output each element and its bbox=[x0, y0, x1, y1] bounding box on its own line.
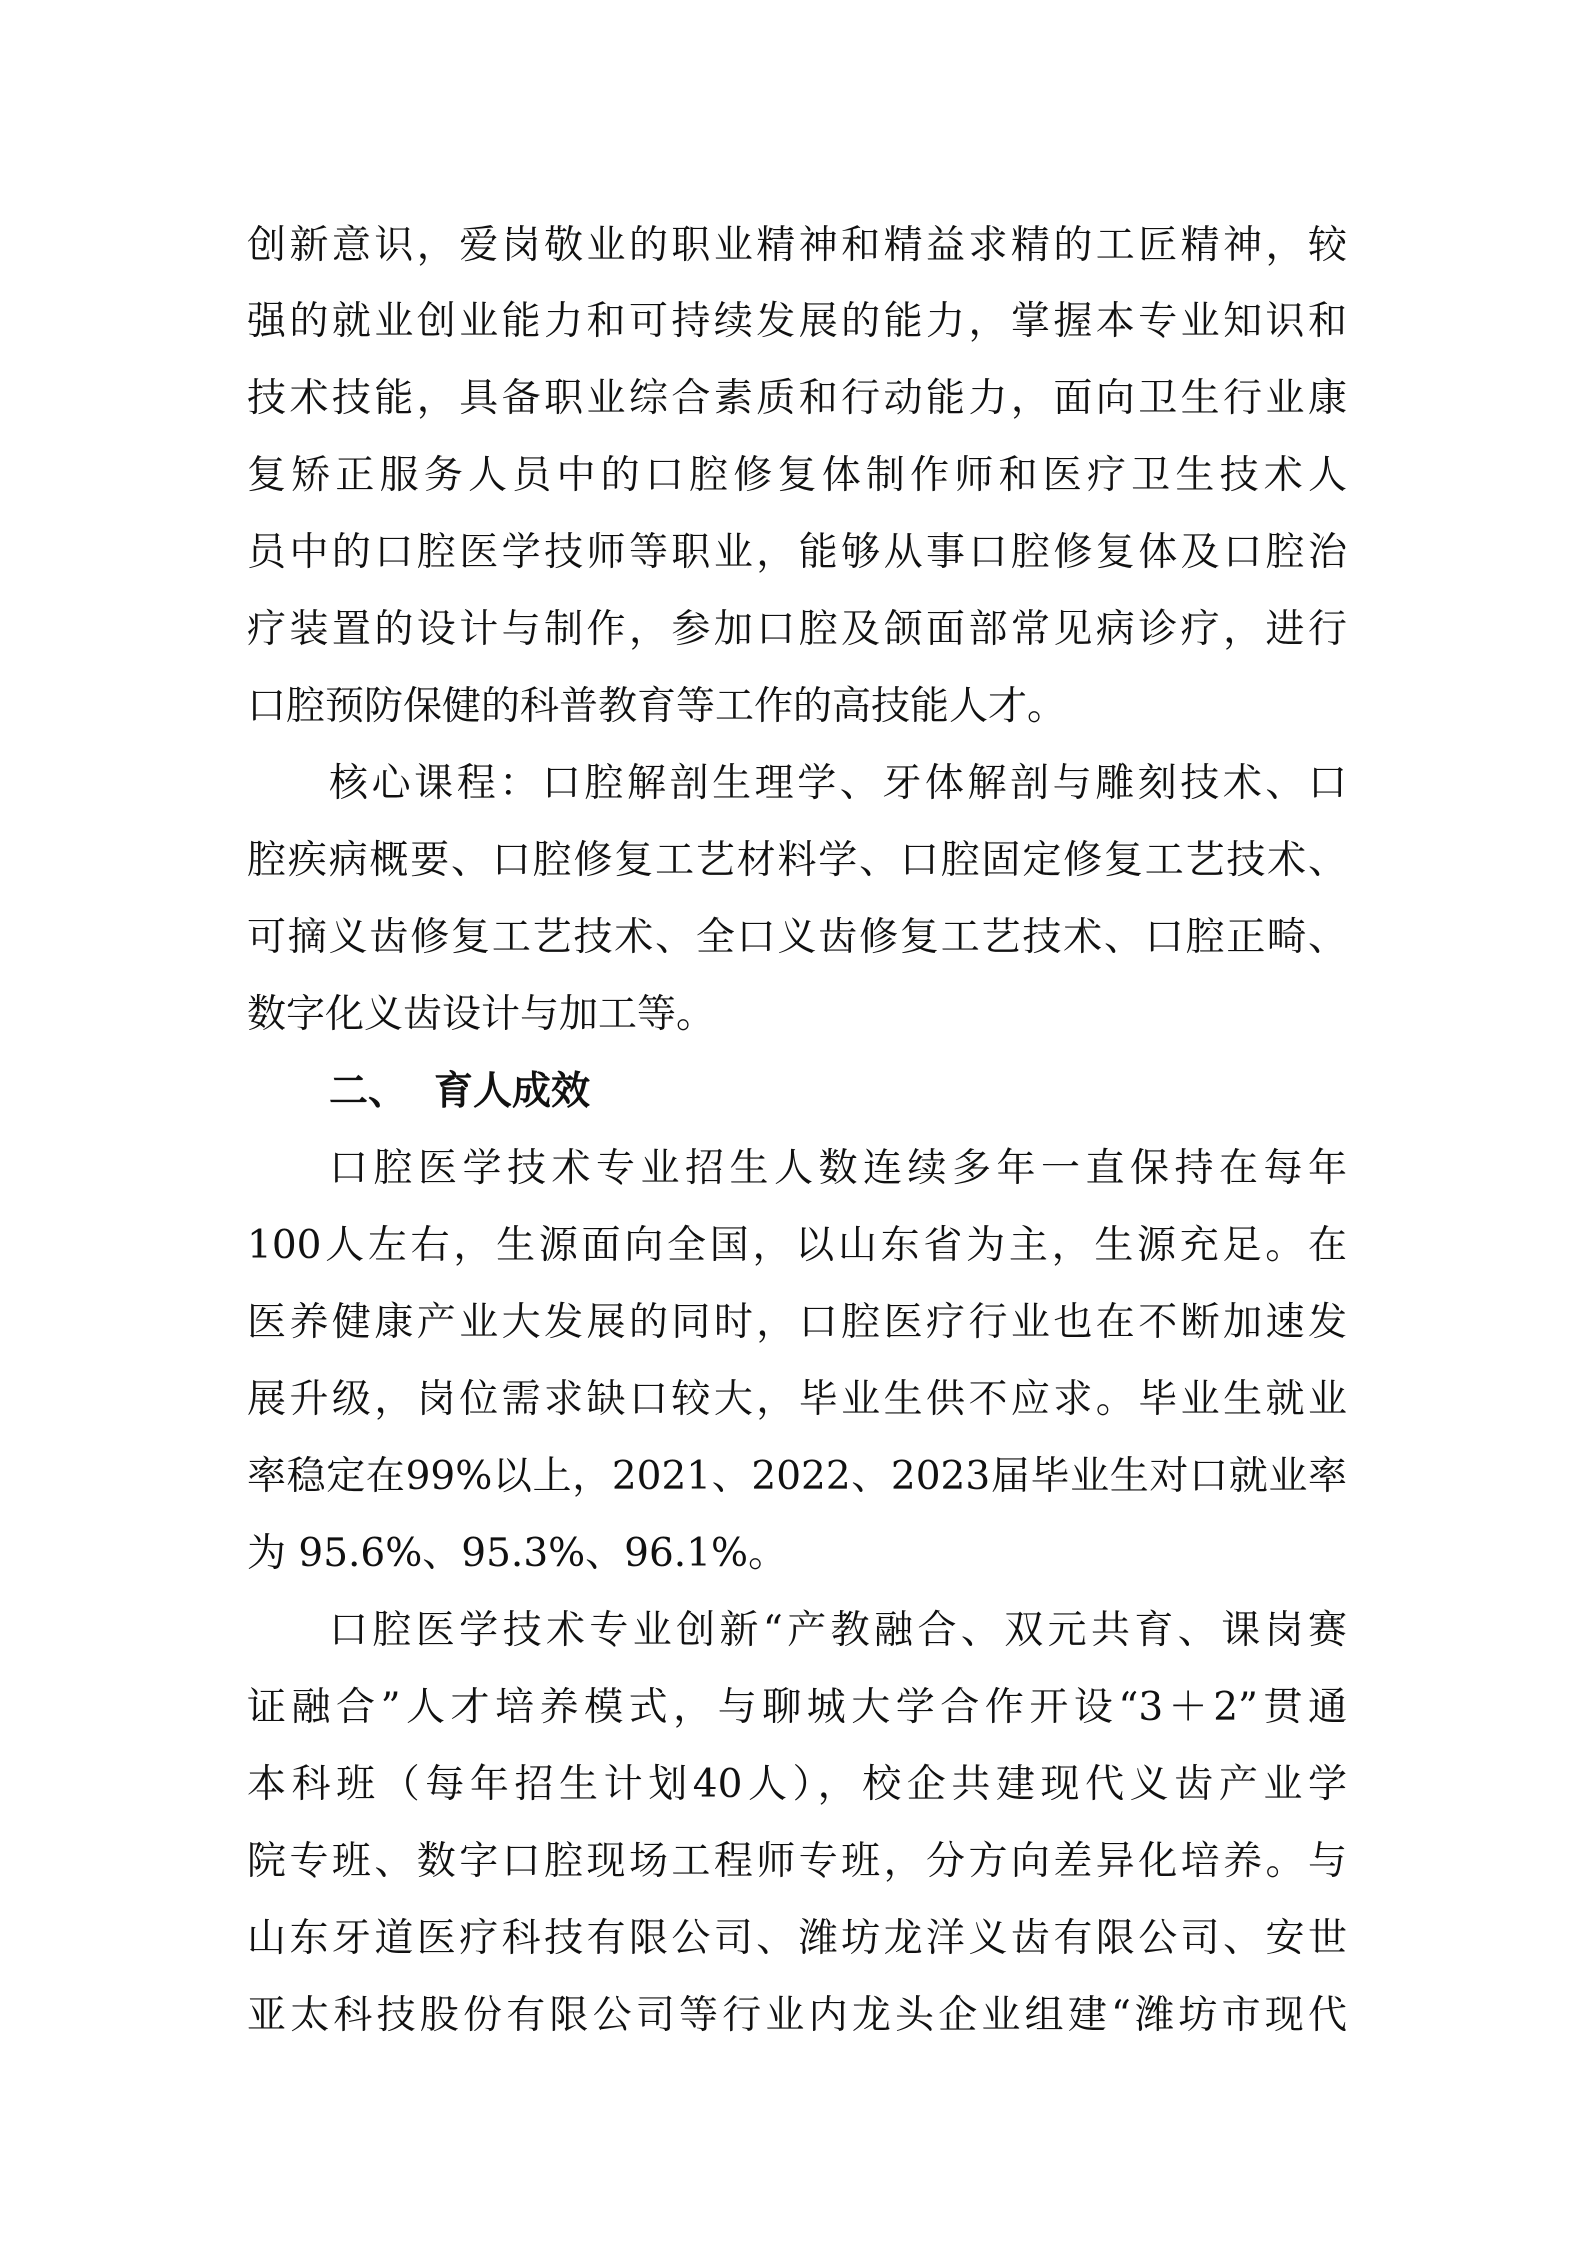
text-line: 核心课程：口腔解剖生理学、牙体解剖与雕刻技术、口 bbox=[329, 761, 1347, 806]
text-line: 强的就业创业能力和可持续发展的能力，掌握本专业知识和 bbox=[247, 299, 1347, 344]
text-line: 员中的口腔医学技师等职业，能够从事口腔修复体及口腔治 bbox=[247, 530, 1347, 575]
text-line: 腔疾病概要、口腔修复工艺材料学、口腔固定修复工艺技术、 bbox=[247, 838, 1347, 883]
text-line: 100人左右，生源面向全国，以山东省为主，生源充足。在 bbox=[247, 1223, 1347, 1268]
text-line: 创新意识，爱岗敬业的职业精神和精益求精的工匠精神，较 bbox=[247, 223, 1347, 268]
text-line: 证融合”人才培养模式，与聊城大学合作开设“3＋2”贯通 bbox=[247, 1685, 1347, 1730]
text-line: 亚太科技股份有限公司等行业内龙头企业组建“潍坊市现代 bbox=[247, 1993, 1347, 2038]
text-line: 数字化义齿设计与加工等。 bbox=[247, 992, 716, 1037]
section-heading bbox=[329, 1062, 590, 1122]
section-title: 育人成效 bbox=[434, 1069, 591, 1114]
text-line: 复矫正服务人员中的口腔修复体制作师和医疗卫生技术人 bbox=[247, 453, 1347, 498]
text-line: 山东牙道医疗科技有限公司、潍坊龙洋义齿有限公司、安世 bbox=[247, 1916, 1347, 1961]
text-line: 口腔医学技术专业创新“产教融合、双元共育、课岗赛 bbox=[329, 1608, 1347, 1653]
section-number: 二、 bbox=[329, 1069, 408, 1114]
text-line: 医养健康产业大发展的同时，口腔医疗行业也在不断加速发 bbox=[247, 1300, 1347, 1345]
text-line: 为 95.6%、95.3%、96.1%。 bbox=[247, 1531, 788, 1576]
text-line: 本科班（每年招生计划40人），校企共建现代义齿产业学 bbox=[247, 1762, 1347, 1807]
text-line: 率稳定在99%以上，2021、2022、2023届毕业生对口就业率 bbox=[247, 1454, 1347, 1499]
text-line: 展升级，岗位需求缺口较大，毕业生供不应求。毕业生就业 bbox=[247, 1377, 1347, 1422]
text-line: 可摘义齿修复工艺技术、全口义齿修复工艺技术、口腔正畸、 bbox=[247, 915, 1347, 960]
text-line: 口腔预防保健的科普教育等工作的高技能人才。 bbox=[247, 684, 1067, 729]
text-line: 院专班、数字口腔现场工程师专班，分方向差异化培养。与 bbox=[247, 1839, 1347, 1884]
text-line: 疗装置的设计与制作，参加口腔及颌面部常见病诊疗，进行 bbox=[247, 607, 1347, 652]
text-line: 技术技能，具备职业综合素质和行动能力，面向卫生行业康 bbox=[247, 376, 1347, 421]
text-line: 口腔医学技术专业招生人数连续多年一直保持在每年 bbox=[329, 1146, 1347, 1191]
